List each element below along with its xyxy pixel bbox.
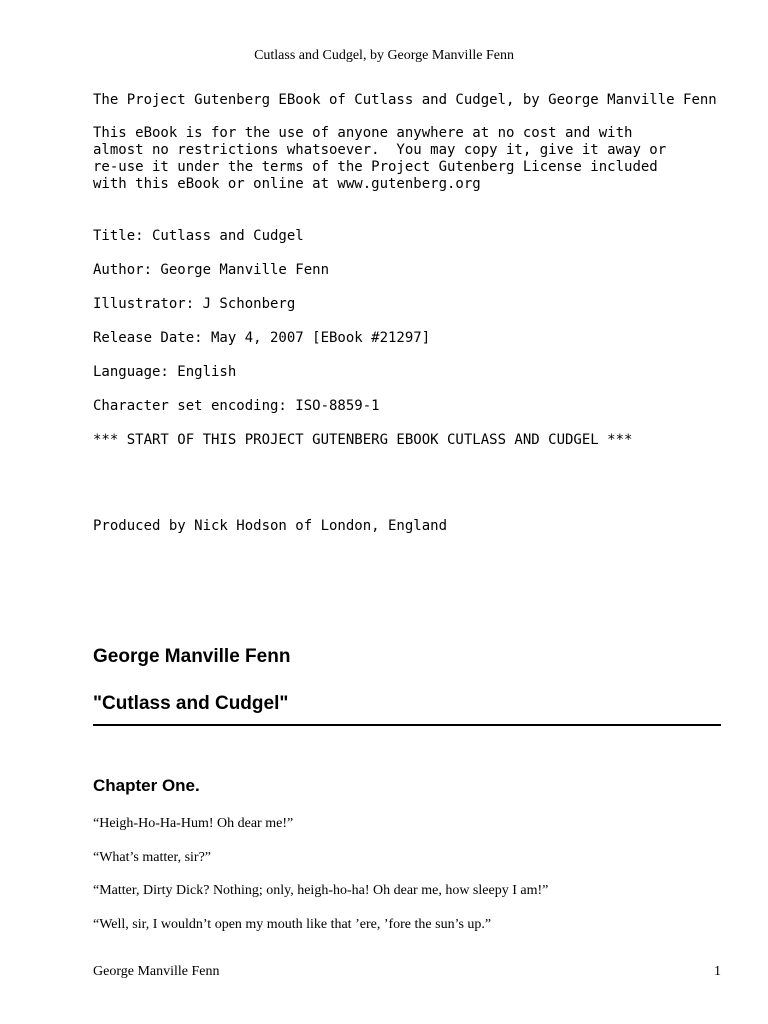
metadata-title: Title: Cutlass and Cudgel: [93, 228, 304, 244]
paragraph: “Well, sir, I wouldn’t open my mouth like that ’ere, ’fore the sun’s up.”: [93, 917, 492, 932]
paragraph: “What’s matter, sir?”: [93, 850, 211, 865]
produced-by-credit: Produced by Nick Hodson of London, England: [93, 518, 448, 534]
chapter-heading: Chapter One.: [93, 776, 200, 795]
metadata-release-date: Release Date: May 4, 2007 [EBook #21297]: [93, 330, 431, 346]
license-line: almost no restrictions whatsoever. You may copy it, give it away or: [93, 142, 667, 158]
metadata-author: Author: George Manville Fenn: [93, 262, 330, 278]
start-marker: *** START OF THIS PROJECT GUTENBERG EBOOK CUTLASS AND CUDGEL ***: [93, 432, 633, 448]
page-number: 1: [714, 964, 721, 979]
license-line: This eBook is for the use of anyone anywhere at no cost and with: [93, 125, 633, 141]
book-author-heading: George Manville Fenn: [93, 646, 291, 667]
ebook-title-line: The Project Gutenberg EBook of Cutlass and Cudgel, by George Manville Fenn: [93, 92, 717, 108]
paragraph: “Heigh-Ho-Ha-Hum! Oh dear me!”: [93, 816, 294, 831]
metadata-charset: Character set encoding: ISO-8859-1: [93, 398, 380, 414]
metadata-language: Language: English: [93, 364, 237, 380]
license-line: re-use it under the terms of the Project Gutenberg License included: [93, 159, 658, 175]
title-divider: [93, 724, 721, 726]
book-title-heading: "Cutlass and Cudgel": [93, 693, 289, 714]
paragraph: “Matter, Dirty Dick? Nothing; only, heigh-ho-ha! Oh dear me, how sleepy I am!”: [93, 883, 549, 898]
running-header-title: Cutlass and Cudgel, by George Manville Fenn: [254, 48, 514, 63]
metadata-illustrator: Illustrator: J Schonberg: [93, 296, 296, 312]
license-line: with this eBook or online at www.gutenberg.org: [93, 176, 481, 192]
footer-author: George Manville Fenn: [93, 964, 220, 979]
